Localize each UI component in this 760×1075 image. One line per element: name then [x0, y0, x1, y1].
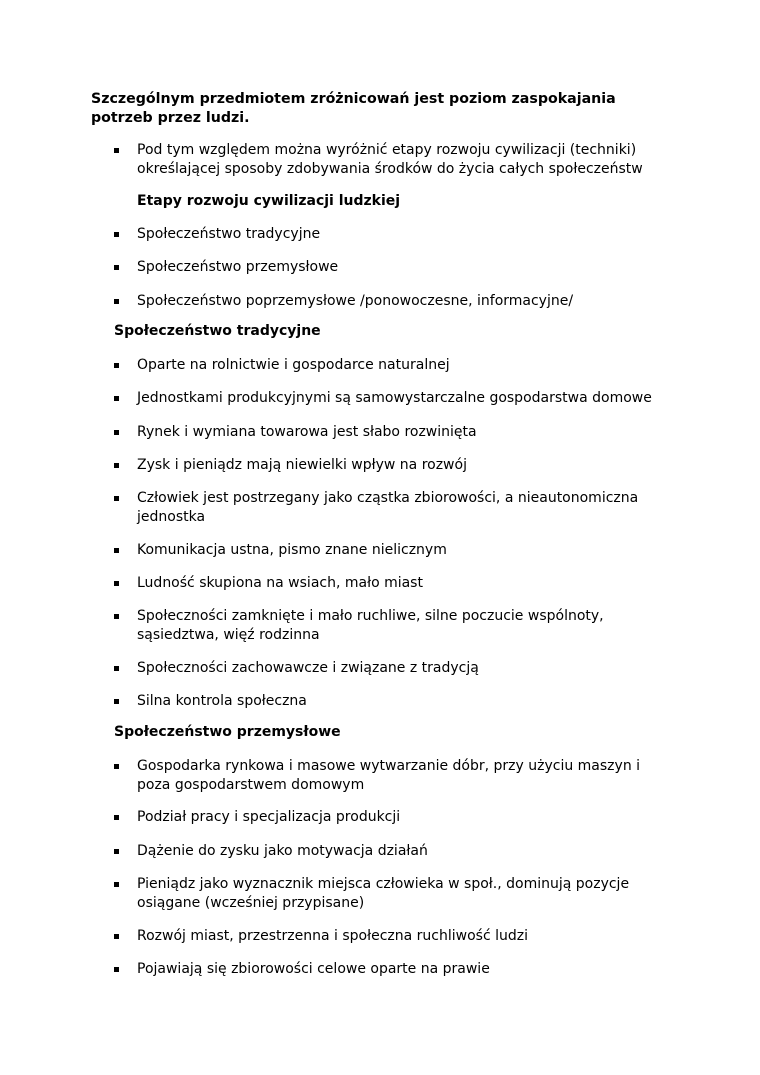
list-item-text: Rozwój miast, przestrzenna i społeczna ruchliwość ludzi [137, 928, 528, 944]
list-item-text: Pojawiają się zbiorowości celowe oparte na prawie [137, 961, 490, 977]
list-item-text: Komunikacja ustna, pismo znane nielicznym [137, 542, 447, 558]
stages-heading: Etapy rozwoju cywilizacji ludzkiej [137, 193, 401, 209]
list-item [114, 960, 674, 979]
bullet-marker [114, 882, 119, 887]
bullet-marker [114, 614, 119, 619]
list-item-text: Społeczeństwo przemysłowe [137, 259, 339, 275]
list-item-text: Jednostkami produkcyjnymi są samowystarczalne gospodarstwa domowe [137, 390, 652, 406]
list-item [114, 692, 674, 711]
bullet-marker [114, 363, 119, 368]
list-item [114, 757, 674, 795]
bullet-marker [114, 463, 119, 468]
bullet-marker [114, 299, 119, 304]
list-item-text: Gospodarka rynkowa i masowe wytwarzanie dóbr, przy użyciu maszyn i poza gospodarstwem domowym [137, 758, 641, 793]
bullet-marker [114, 849, 119, 854]
bullet-marker [114, 496, 119, 501]
list-item-text: Dążenie do zysku jako motywacja działań [137, 843, 428, 859]
bullet-marker [114, 232, 119, 237]
list-item-text: Społeczeństwo poprzemysłowe /ponowoczesne, informacyjne/ [137, 293, 574, 309]
list-item [114, 808, 674, 827]
bullet-marker [114, 666, 119, 671]
list-item [114, 607, 674, 645]
list-item-text: Społeczności zamknięte i mało ruchliwe, silne poczucie wspólnoty, sąsiedztwa, więź rodzinna [137, 608, 604, 643]
bullet-marker [114, 581, 119, 586]
list-item-text: Ludność skupiona na wsiach, mało miast [137, 575, 423, 591]
list-item-text: Oparte na rolnictwie i gospodarce naturalnej [137, 357, 450, 373]
list-item-text: Pod tym względem można wyróżnić etapy rozwoju cywilizacji (techniki) określającej sposoby zdobywania środków do życia całych społeczeństw [137, 142, 643, 177]
list-item-text: Społeczeństwo tradycyjne [137, 226, 321, 242]
list-item [114, 141, 674, 179]
bullet-marker [114, 934, 119, 939]
list-item-text: Podział pracy i specjalizacja produkcji [137, 809, 401, 825]
bullet-marker [114, 764, 119, 769]
list-item [114, 292, 674, 311]
list-item-text: Pieniądz jako wyznacznik miejsca człowieka w społ., dominują pozycje osiągane (wcześniej przypisane) [137, 876, 630, 911]
list-item-text: Silna kontrola społeczna [137, 693, 307, 709]
list-item [114, 225, 674, 244]
list-item-text: Człowiek jest postrzegany jako cząstka zbiorowości, a nieautonomiczna jednostka [137, 490, 639, 525]
list-item [114, 842, 674, 861]
list-item [114, 574, 674, 593]
bullet-marker [114, 396, 119, 401]
list-item [114, 456, 674, 475]
list-item [114, 423, 674, 442]
bullet-marker [114, 699, 119, 704]
traditional-heading: Społeczeństwo tradycyjne [114, 323, 321, 339]
list-item [114, 875, 674, 913]
list-item [114, 258, 674, 277]
list-item [114, 541, 674, 560]
bullet-marker [114, 548, 119, 553]
bullet-marker [114, 265, 119, 270]
list-item [114, 659, 674, 678]
list-item-text: Zysk i pieniądz mają niewielki wpływ na rozwój [137, 457, 467, 473]
bullet-marker [114, 430, 119, 435]
bullet-marker [114, 148, 119, 153]
list-item [114, 489, 674, 527]
list-item-text: Rynek i wymiana towarowa jest słabo rozwinięta [137, 424, 477, 440]
bullet-marker [114, 815, 119, 820]
list-item [114, 389, 674, 408]
bullet-marker [114, 967, 119, 972]
intro-paragraph: Szczególnym przedmiotem zróżnicowań jest poziom zaspokajania potrzeb przez ludzi. [91, 91, 616, 126]
industrial-heading: Społeczeństwo przemysłowe [114, 724, 341, 740]
list-item-text: Społeczności zachowawcze i związane z tradycją [137, 660, 479, 676]
list-item [114, 356, 674, 375]
list-item [114, 927, 674, 946]
